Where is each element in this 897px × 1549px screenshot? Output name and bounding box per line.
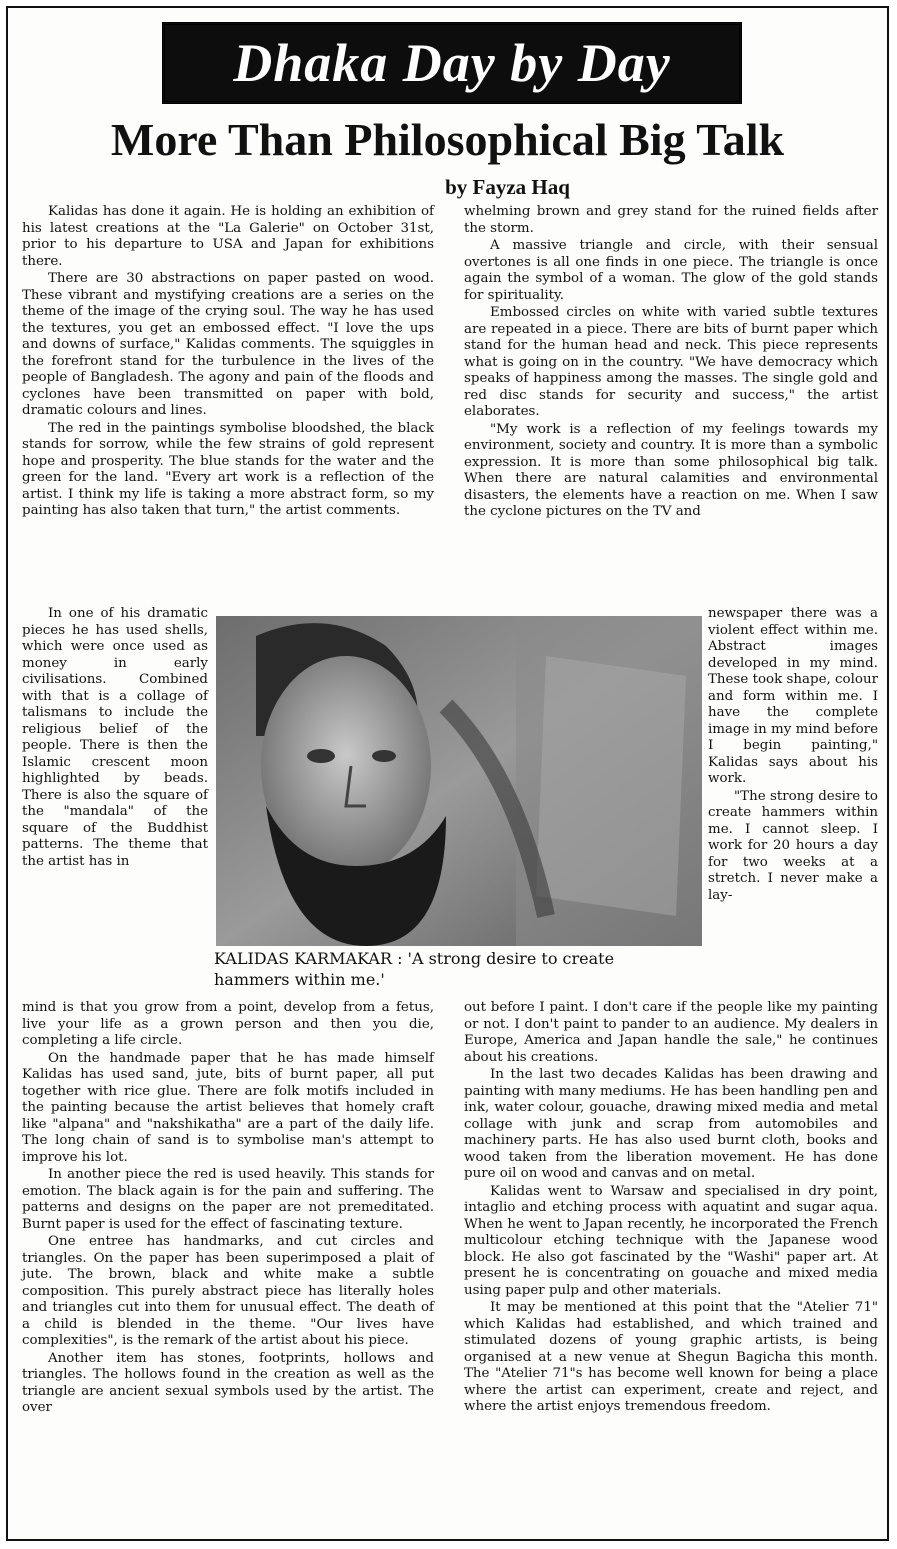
left-column-top <box>22 204 434 521</box>
newspaper-page <box>6 6 889 1541</box>
article-headline: More Than Philosophical Big Talk <box>110 114 785 165</box>
paragraph: Kalidas went to Warsaw and specialised in dry point, intaglio and etching process with aquatint and sugar aqua. When he went to Japan recently, he incorporated the French multicolour etching technique with the Japanese wood block. He also got fascinated by the "Washi" paper art. At present he is concentrating on gouache and mixed media using paper pulp and other materials. <box>464 1183 878 1298</box>
paragraph: It may be mentioned at this point that the "Atelier 71" which Kalidas had established, and which trained and stimulated dozens of young graphic artists, is being organised at a new venue at Shegun Bagicha this month. The "Atelier 71"s has become well known for being a place where the artist can experiment, create and reject, and where the artist enjoys tremendous freedom. <box>464 1300 878 1414</box>
paragraph: newspaper there was a violent effect within me. Abstract images developed in my mind. These took shape, colour and form within me. I have the complete image in my mind before I begin painting," Kalidas says about his work. <box>708 606 878 786</box>
paragraph: In another piece the red is used heavily. This stands for emotion. The black again is for the pain and suffering. The patterns and designs on the paper are not premeditated. Burnt paper is used for the effect of fascinating texture. <box>22 1167 434 1232</box>
section-banner <box>162 22 742 104</box>
portrait-photo <box>216 616 702 946</box>
paragraph: "The strong desire to create hammers within me. I cannot sleep. I work for 20 hours a day for two weeks at a stretch. I never make a lay- <box>708 788 878 903</box>
paragraph: "My work is a reflection of my feelings towards my environment, society and country. It is more than a symbolic expression. It is more than some philosophical big talk. When there are natural calamities and environmental disasters, the elements have a reaction on me. When I saw the cyclone pictures on the TV and <box>464 421 878 519</box>
paragraph: out before I paint. I don't care if the people like my painting or not. I don't paint to pander to an audience. My dealers in Europe, America and Japan handle the sale," he continues about his creations. <box>464 1000 878 1065</box>
paragraph: There are 30 abstractions on paper pasted on wood. These vibrant and mystifying creations are a series on the theme of the image of the crying soul. The way he has used the textures, you get an embossed effect. "I love the ups and downs of surface," Kalidas comments. The squiggles in the forefront stand for the turbulence in the lives of the people of Bangladesh. The agony and pain of the floods and cyclones have been transmitted on paper with bold, dramatic colours and lines. <box>22 271 434 418</box>
paragraph: In one of his dramatic pieces he has used shells, which were once used as money in early civilisations. Combined with that is a collage of talismans to include the religious belief of the people. There is then the Islamic crescent moon highlighted by beads. There is also the square of the "mandala" of the square of the Buddhist patterns. The theme that the artist has in <box>22 606 208 869</box>
portrait-image <box>216 616 702 946</box>
right-column-bottom <box>464 1000 878 1417</box>
paragraph: Kalidas has done it again. He is holding an exhibition of his latest creations at the "La Galerie" on October 31st, prior to his departure to USA and Japan for exhibitions there. <box>22 204 434 269</box>
article-byline: by Fayza Haq <box>445 175 570 199</box>
paragraph: mind is that you grow from a point, develop from a fetus, live your life as a grown person and then you die, completing a life circle. <box>22 1000 434 1048</box>
right-column-wrap <box>708 606 878 905</box>
left-column-wrap <box>22 606 208 871</box>
paragraph: In the last two decades Kalidas has been drawing and painting with many mediums. He has been handling pen and ink, water colour, gouache, drawing mixed media and metal collage with junk and scrap from automobiles and machinery parts. He has also used burnt cloth, books and wood taken from the liberation movement. He has done pure oil on wood and canvas and on metal. <box>464 1067 878 1181</box>
paragraph: Another item has stones, footprints, hollows and triangles. The hollows found in the creation as well as the triangle are ancient sexual symbols used by the artist. The over <box>22 1350 434 1415</box>
paragraph: whelming brown and grey stand for the ruined fields after the storm. <box>464 204 878 236</box>
paragraph: On the handmade paper that he has made himself Kalidas has used sand, jute, bits of burnt paper, all put together with rice glue. There are folk motifs included in the painting because the artist believes that homely craft like "alpana" and "nakshikatha" are a part of the daily life. The long chain of sand is to symbolise man's attempt to improve his lot. <box>22 1050 434 1165</box>
paragraph: A massive triangle and circle, with their sensual overtones is all one finds in one piece. The triangle is once again the symbol of a woman. The glow of the gold stands for spirituality. <box>464 238 878 303</box>
left-column-bottom <box>22 1000 434 1418</box>
right-column-top <box>464 204 878 522</box>
paragraph: The red in the paintings symbolise bloodshed, the black stands for sorrow, while the few strains of gold represent hope and prosperity. The blue stands for the water and the green for the land. "Every art work is a reflection of the artist. I think my life is taking a more abstract form, so my painting has also taken that turn," the artist comments. <box>22 420 434 518</box>
photo-caption: KALIDAS KARMAKAR : 'A strong desire to create hammers within me.' <box>214 949 615 989</box>
paragraph: One entree has handmarks, and cut circles and triangles. On the paper has been superimposed a plait of jute. The brown, black and white make a subtle composition. This purely abstract piece has literally holes and triangles cut into them for unusual effect. The death of a child is blended in the theme. "Our lives have complexities", is the remark of the artist about his piece. <box>22 1234 434 1348</box>
paragraph: Embossed circles on white with varied subtle textures are repeated in a piece. There are bits of burnt paper which stand for the human head and neck. This piece represents what is going on in the country. "We have democracy which speaks of happiness among the masses. The single gold and red disc stands for security and success," the artist elaborates. <box>464 305 878 419</box>
section-title: Dhaka Day by Day <box>233 33 671 93</box>
